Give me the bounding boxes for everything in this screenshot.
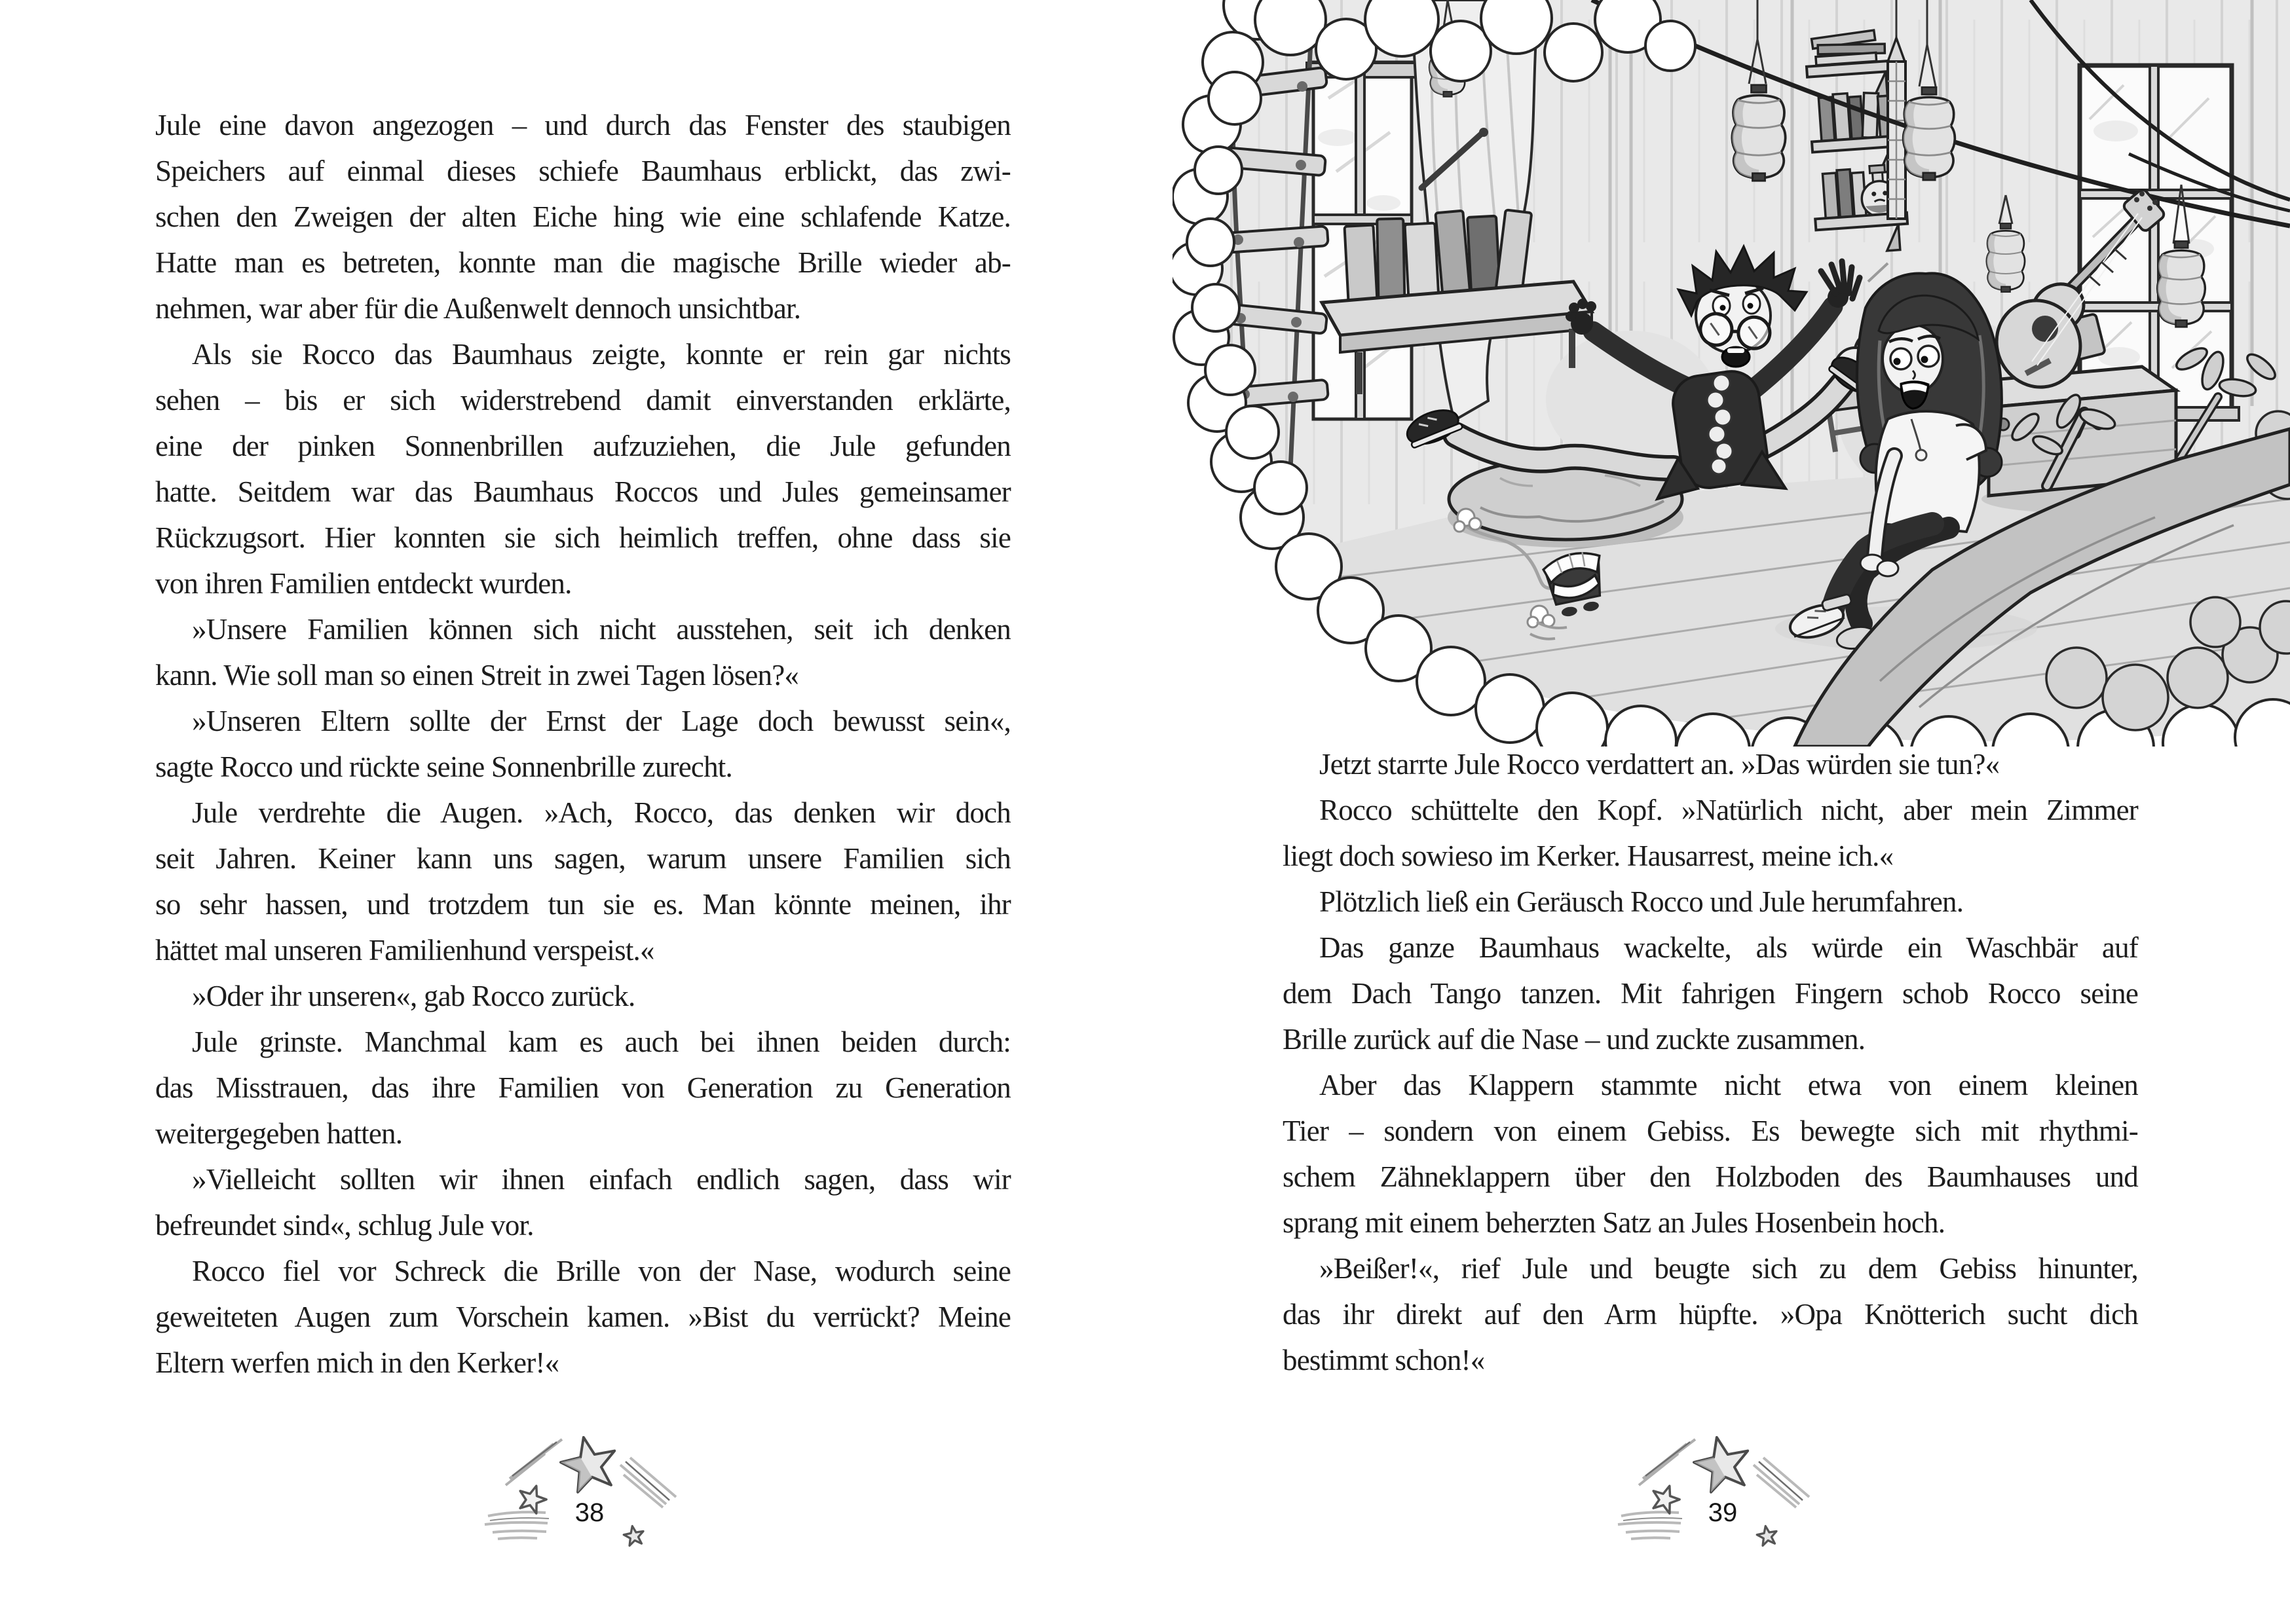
right-page-text [1283,741,2138,1383]
text-line: Aber das Klappern stammte nicht etwa von einem kleinen [1319,1069,2138,1101]
text-line: Rocco schüttelte den Kopf. »Natürlich nicht, aber mein Zimmer [1319,794,2138,826]
text-line: seit Jahren. Keiner kann uns sagen, warum unsere Familien sich [155,842,1011,875]
text-line: sehen – bis er sich widerstrebend damit einverstanden erklärte, [155,384,1011,416]
text-line: Jule verdrehte die Augen. »Ach, Rocco, das denken wir doch [192,796,1011,829]
text-line: Jetzt starrte Jule Rocco verdattert an. »Das würden sie tun?« [1319,748,2000,781]
text-line: Plötzlich ließ ein Geräusch Rocco und Jule herumfahren. [1319,885,1964,918]
text-line: schem Zähneklappern über den Holzboden des Baumhauses und [1283,1160,2138,1193]
text-line: weitergegeben hatten. [155,1117,403,1150]
text-line: von ihren Familien entdeckt wurden. [155,567,572,600]
text-line: »Beißer!«, rief Jule und beugte sich zu dem Gebiss hinunter, [1319,1252,2138,1285]
treehouse-illustration [1173,0,2290,747]
text-line: »Unseren Eltern sollte der Ernst der Lage doch bewusst sein«, [192,705,1011,737]
page-number: 38 [574,1498,605,1527]
text-line: schen den Zweigen der alten Eiche hing wie eine schlafende Katze. [155,200,1011,233]
text-line: Als sie Rocco das Baumhaus zeigte, konnte er rein gar nichts [192,338,1011,371]
text-line: »Vielleicht sollten wir ihnen einfach endlich sagen, dass wir [192,1163,1011,1196]
star-icon [557,1431,622,1494]
text-line: das ihr direkt auf den Arm hüpfte. »Opa Knötterich sucht dich [1283,1298,2138,1331]
text-line: so sehr hassen, und trotzdem tun sie es. Man könnte meinen, ihr [155,888,1011,921]
text-line: hatte. Seitdem war das Baumhaus Roccos und Jules gemeinsamer [155,475,1011,508]
text-line: liegt doch sowieso im Kerker. Hausarrest, meine ich.« [1283,840,1894,872]
text-line: kann. Wie soll man so einen Streit in zwei Tagen lösen?« [155,659,799,692]
star-icon [1690,1431,1755,1494]
text-line: Das ganze Baumhaus wackelte, als würde ein Waschbär auf [1319,931,2138,964]
text-line: Tier – sondern von einem Gebiss. Es bewegte sich mit rhythmi- [1283,1115,2138,1147]
text-line: »Oder ihr unseren«, gab Rocco zurück. [192,980,635,1012]
page-number: 39 [1708,1498,1738,1527]
text-line: eine der pinken Sonnenbrillen aufzuziehen, die Jule gefunden [155,430,1011,462]
text-line: »Unsere Familien können sich nicht ausstehen, seit ich denken [192,613,1011,646]
text-line: nehmen, war aber für die Außenwelt dennoch unsichtbar. [155,292,801,325]
text-line: Jule grinste. Manchmal kam es auch bei ihnen beiden durch: [192,1025,1011,1058]
text-line: Eltern werfen mich in den Kerker!« [155,1346,559,1379]
text-line: das Misstrauen, das ihre Familien von Generation zu Generation [155,1071,1011,1104]
text-line: dem Dach Tango tanzen. Mit fahrigen Fingern schob Rocco seine [1283,977,2138,1010]
text-line: Brille zurück auf die Nase – und zuckte zusammen. [1283,1023,1866,1056]
page-number-decoration-left [459,1408,721,1591]
text-line: Rocco fiel vor Schreck die Brille von der Nase, wodurch seine [192,1255,1011,1287]
text-line: sagte Rocco und rückte seine Sonnenbrille zurecht. [155,750,732,783]
text-line: Speichers auf einmal dieses schiefe Baumhaus erblickt, das zwi- [155,155,1011,187]
page-number-decoration-right [1592,1408,1854,1591]
text-line: hättet mal unseren Familienhund verspeist.« [155,934,654,967]
text-line: sprang mit einem beherzten Satz an Jules Hosenbein hoch. [1283,1206,1945,1239]
text-line: geweiteten Augen zum Vorschein kamen. »Bist du verrückt? Meine [155,1301,1011,1333]
left-page-text [155,102,1011,1386]
text-line: befreundet sind«, schlug Jule vor. [155,1209,534,1242]
text-line: Hatte man es betreten, konnte man die magische Brille wieder ab- [155,246,1011,279]
text-line: bestimmt schon!« [1283,1344,1485,1376]
text-line: Jule eine davon angezogen – und durch das Fenster des staubigen [155,109,1011,141]
text-line: Rückzugsort. Hier konnten sie sich heimlich treffen, ohne dass sie [155,521,1011,554]
